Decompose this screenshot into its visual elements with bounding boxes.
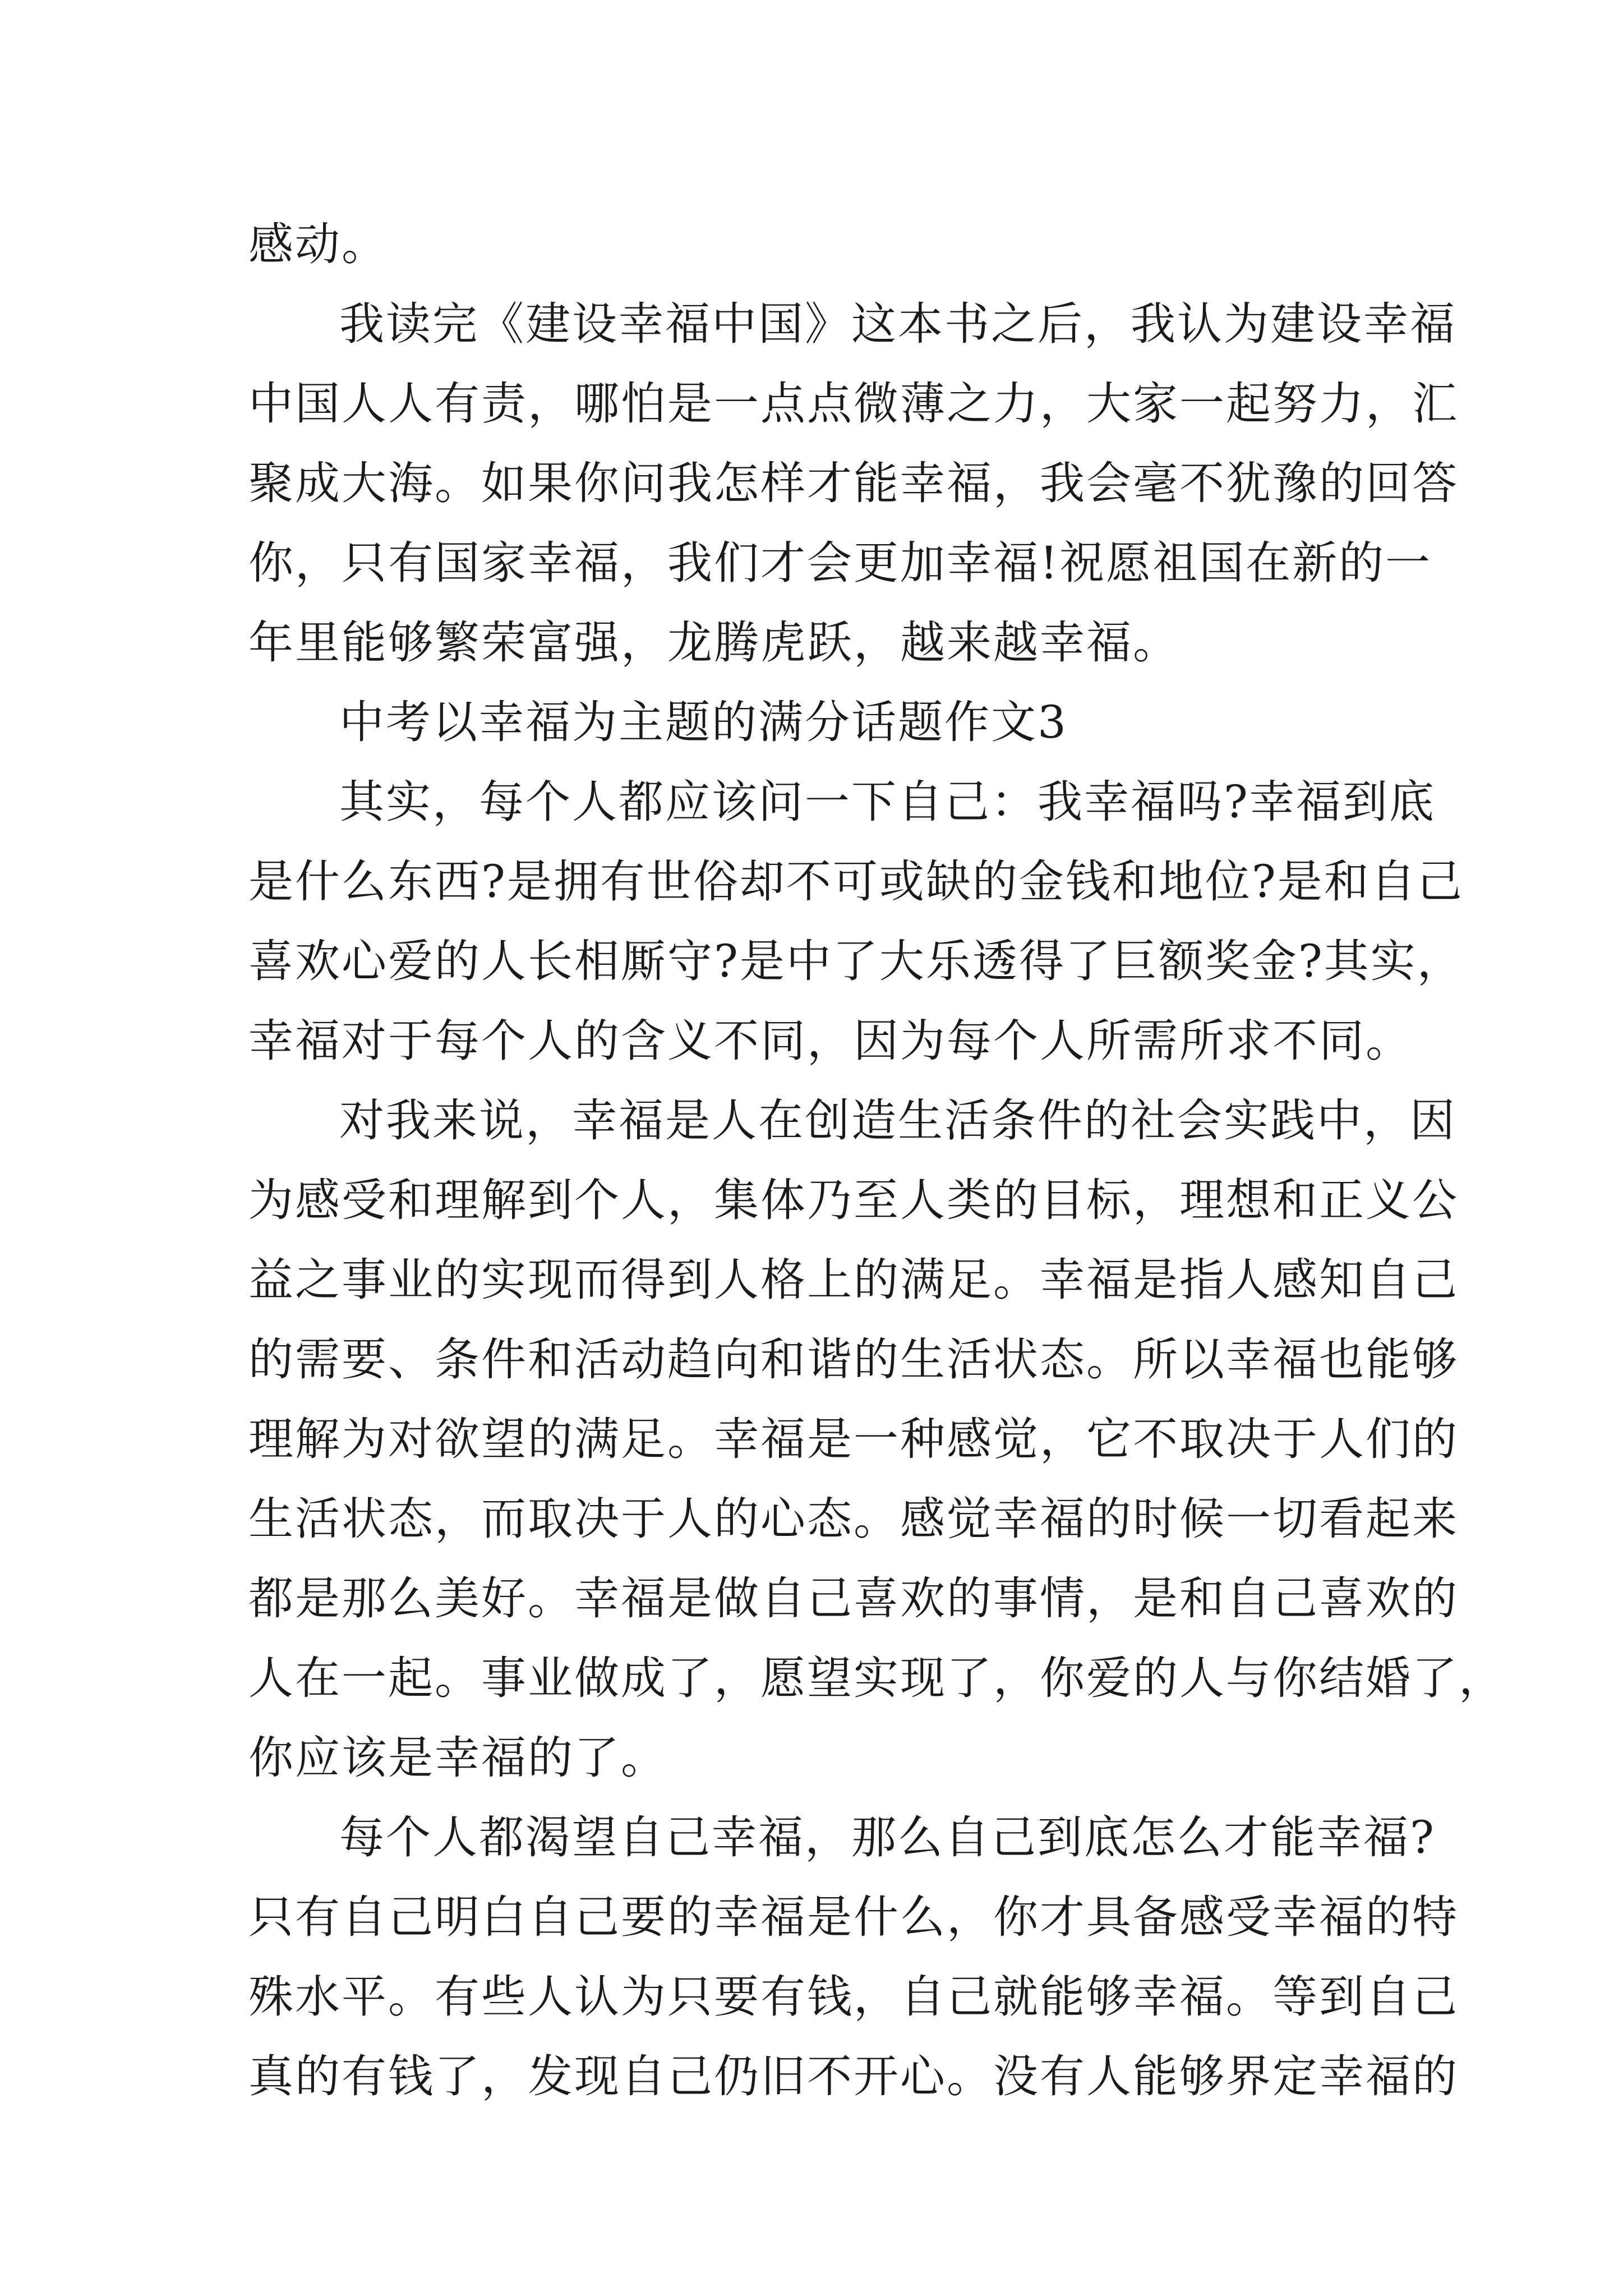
text-line: 喜欢心爱的人长相厮守?是中了大乐透得了巨额奖金?其实， (248, 935, 1464, 987)
text-line: 为感受和理解到个人，集体乃至人类的目标，理想和正义公 (248, 1174, 1459, 1226)
text-line: 中国人人有责，哪怕是一点点微薄之力，大家一起努力，汇 (248, 378, 1459, 430)
text-line: 每个人都渴望自己幸福，那么自己到底怎么才能幸福? (339, 1811, 1436, 1864)
document-body (248, 205, 1505, 2116)
text-line: 殊水平。有些人认为只要有钱，自己就能够幸福。等到自己 (248, 1971, 1459, 2023)
text-line: 对我来说，幸福是人在创造生活条件的社会实践中，因 (339, 1094, 1456, 1147)
text-line: 理解为对欲望的满足。幸福是一种感觉，它不取决于人们的 (248, 1413, 1459, 1465)
text-line: 人在一起。事业做成了，愿望实现了，你爱的人与你结婚了， (248, 1652, 1505, 1704)
text-line: 年里能够繁荣富强，龙腾虎跃，越来越幸福。 (248, 616, 1179, 669)
section-heading: 中考以幸福为主题的满分话题作文3 (339, 696, 1068, 748)
text-line: 你，只有国家幸福，我们才会更加幸福!祝愿祖国在新的一 (248, 537, 1432, 589)
text-line: 只有自己明白自己要的幸福是什么，你才具备感受幸福的特 (248, 1891, 1459, 1943)
text-line: 我读完《建设幸福中国》这本书之后，我认为建设幸福 (339, 298, 1456, 350)
text-line: 是什么东西?是拥有世俗却不可或缺的金钱和地位?是和自己 (248, 855, 1464, 908)
text-line: 真的有钱了，发现自己仍旧不开心。没有人能够界定幸福的 (248, 2050, 1459, 2102)
text-line: 都是那么美好。幸福是做自己喜欢的事情，是和自己喜欢的 (248, 1572, 1459, 1625)
text-line: 聚成大海。如果你问我怎样才能幸福，我会毫不犹豫的回答 (248, 457, 1459, 509)
text-line: 幸福对于每个人的含义不同，因为每个人所需所求不同。 (248, 1015, 1412, 1067)
text-line: 其实，每个人都应该问一下自己：我幸福吗?幸福到底 (339, 776, 1436, 828)
text-line: 你应该是幸福的了。 (248, 1732, 667, 1784)
text-line: 生活状态，而取决于人的心态。感觉幸福的时候一切看起来 (248, 1493, 1459, 1545)
text-line: 益之事业的实现而得到人格上的满足。幸福是指人感知自己 (248, 1254, 1459, 1306)
text-line: 感动。 (248, 218, 388, 270)
text-line: 的需要、条件和活动趋向和谐的生活状态。所以幸福也能够 (248, 1333, 1459, 1386)
